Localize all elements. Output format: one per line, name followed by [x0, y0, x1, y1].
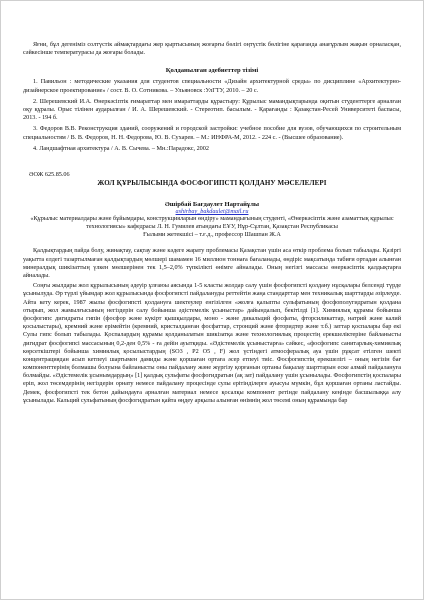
body-paragraph: Соңғы жылдары жол құрылысының әдеуір ұлғаюы аясында 1-5 класты жолдар салу үшін фосфогипсті қолдану нұсқалары белсенді түрде ұсынылуда. Әр түрлі үйымдар жол құрылысында фосфогипсті пайдалануды реттейтін жаңа стандарттар мен техникалық шарттарды әзірлеуде. Айта кету керек, 1987 жылы фосфогипсті қолдануға шектеулер енгізілген «жолға қалыпты сульфатының фосфополугидратын қолдана отырып, жол жамылғысының негіздерін салу бойынша әдістемелік ұсыныстар» дайындалып, бекітілді [1]. Химиялық құрамы бойынша фосфогипс дигидраты гипін (фосфор және күкірт қышқылдары, моно - және дикальций фосфаты, фторсиликаттар, натрий және калий қосылыстары), кремний және ерімейтін (кремний, кристалданған фосфаттар, стронций және фторидтер және т.б.) заттар қоспалары бар екі Сулы гипс болып табылады. Қоспалардың құрамы қолданылатын шикізатқа және технологиялық процестің ерекшеліктеріне байланысты дигидрат фосфогипсі массасының 0,2-ден 0,5% - ға дейін ауытқиды. «Әдістемелік ұсыныстарға» сәйкес, «фосфогипс санитарлық-химиялық көрсеткіштері бойынша химиялық қосылыстардың (SO3 , P2 O5 , F) жол үстіндегі атмосфералық ауа үшін рұқсат етілген шекті концентрациядан асып кетпеуі шартымен дамиды және қоршаған ортаға әсер етпеуі тиіс. Фосфогипстің ерекшелігі – оның негізін бағ компоненттерінің болмашы болуына байланысты оны пайдалану және жүргізу қорғанын ортаны бақылау шарттарын еске алмай пайдалануға болмайды. «Әдістемелік ұсынымдардың» [1] қалдық сульфаты фосфогидратын (ақ зат) пайдалану үшін ұсынылады. Фосфогипстің қоспалары еріп, жол төсемдерінің негіздерін орнату немесе пайдалану процесінде сулы ерітінділерге ауысуы мүмкін, бұл қоршаған ортаны ластайды. Демек, фосфогипсті тек бетон дайындауға арналған материал немесе қосалқы компонент ретінде пайдалану кеңінде басшылыққа алу ұсынылады. Кальций сульфатының фосфогидратын қайта өңдеу арқылы алынған өнімнің жол төсемі оның құрамында бар — [23, 282, 401, 404]
references-title: Қолданылған әдебиеттер тізімі — [165, 67, 259, 75]
reference-item: 4. Ландшафтная архитектура / А. В. Сычева. – Мн.:Парадокс, 2002 — [33, 144, 209, 152]
body-paragraph: Қалдықтардың пайда болу, жинақтау, сақтау және кәдеге жарату проблемасы Қазақстан үшін аса өткір проблема болып табылады. Қазіргі уақытта елдегі тазартылмаған қалдықтардың мөлшері шамамен 16 миллион тоннаға бағаланады, өндіріс мақсатында табиғи ортадан алынған минералдық шикізаттың үлкен мөлшерінен тек 1,5–2,0% түпкілікті өнімге айналады. Оның негізгі массасы өнеркәсіптік қалдықтарға айналады. — [23, 247, 401, 279]
author-name: Әшірбай Бағдаулет Нартайұлы — [164, 200, 260, 208]
udc-code: ӘОЖ 625.85.06 — [29, 170, 70, 178]
author-email-link[interactable]: ashirbay_bakdaulet@mail.ru — [175, 207, 249, 215]
references-section — [23, 67, 401, 153]
author-affiliation: «Құрылыс материалдары және бұйымдары, конструкцияларын өндіру» мамандығының студенті, «Өнеркәсіптік және азаматтық құрылыс технологиясы» кафедрасы Л. Н. Гумилев атындағы ЕҰУ, Нұр-Сұлтан, Қазақстан Республикасы — [30, 214, 394, 231]
article-title: ЖОЛ ҚҰРЫЛЫСЫНДА ФОСФОГИПСТІ ҚОЛДАНУ МӘСЕЛЕЛЕРІ — [97, 178, 327, 187]
reference-item: 1. Павильон : методические указания для студентов специальности «Дизайн архитектурной среды» по дисциплине «Архитектурно-дизайнерское проектирование» / сост. В. О. Сотникова. – Ульяновск :УлГТУ, 2010. – 20 с. — [23, 78, 401, 94]
reference-item: 2. Шерешевский И.А. Өнеркәсіптік ғимараттар мен имараттарды құрастыру: Құрылыс мамандықтарында оқитын студенттерге арналған оқу құралы. Орыс тілінен аударылған / И. А. Шерешевский. - Стереотип. басылым. - Қарағанды : Қазақстан-Ресей Университеті баспасы, 2013. - 194 б. — [23, 97, 401, 122]
intro-paragraph: Яғни, бұл дегеніміз солтүстік аймақтардағы жер қыртысының жоғарғы бөлігі оңтүстік бөлігіне қарағанда анағұрлым жақын орналасқан, сәйкесінше температурасы да жоғары болады. — [23, 41, 401, 57]
reference-item: 3. Федоров В.В. Реконструкция зданий, сооружений и городской застройки: учебное пособие для вузов, обучающихся по строительным специальностям / В. В. Федоров, Н. Н. Федорова, Ю. В. Сухарев. – М.: ИНФРА-М, 2012. - 224 с. - (Высшее образование). — [23, 125, 401, 141]
page-content — [23, 41, 401, 405]
supervisor-line: Ғылыми жетекшісі – т.ғ.д., профессор Шашпан Ж.А — [143, 231, 281, 239]
